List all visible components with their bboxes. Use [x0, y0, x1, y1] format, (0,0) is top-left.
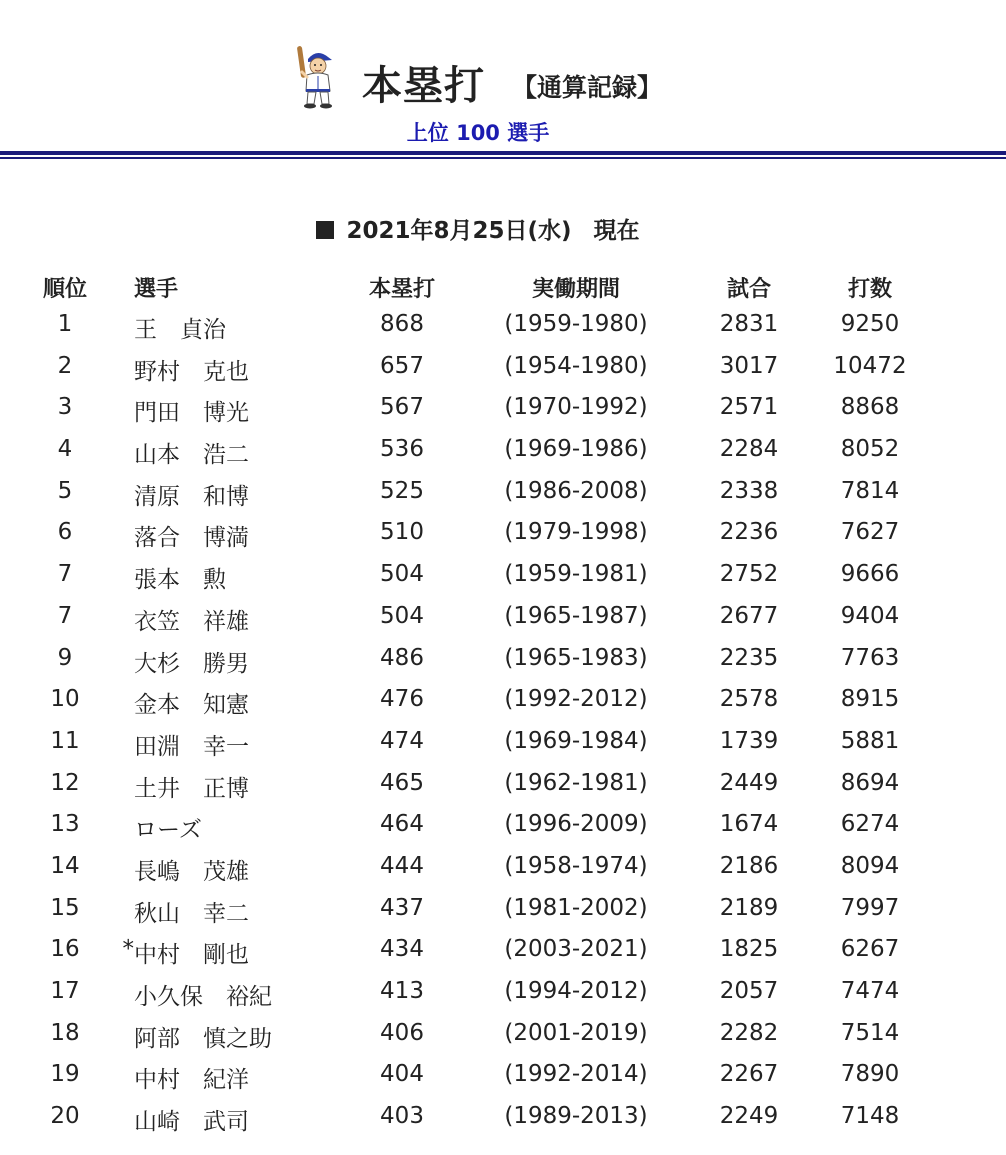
rank-cell: 3	[57, 394, 73, 421]
player-name-cell: 阿部 慎之助	[134, 1025, 272, 1052]
at-bats-cell: 5881	[840, 727, 900, 754]
active-period-cell: (1970-1992)	[504, 394, 648, 421]
active-period-cell: (1992-2012)	[504, 686, 648, 713]
table-row	[0, 603, 1006, 645]
active-period-cell: (2001-2019)	[504, 1019, 648, 1046]
at-bats-cell: 8052	[840, 436, 900, 463]
active-period-cell: (1986-2008)	[504, 477, 648, 504]
games-cell: 3017	[719, 352, 779, 379]
at-bats-cell: 7763	[840, 644, 900, 671]
active-period-cell: (1954-1980)	[504, 352, 648, 379]
active-period-cell: (1969-1984)	[504, 727, 648, 754]
player-name-cell: 大杉 勝男	[134, 650, 249, 677]
at-bats-cell: 6274	[840, 811, 900, 838]
games-cell: 2189	[719, 894, 779, 921]
home-runs-cell: 868	[380, 311, 424, 337]
player-name-cell: 山崎 武司	[134, 1109, 249, 1136]
rank-cell: 6	[57, 519, 73, 546]
games-cell: 2267	[719, 1061, 779, 1088]
active-period-cell: (1965-1987)	[504, 602, 648, 629]
rank-cell: 15	[50, 894, 80, 921]
table-row	[0, 936, 1006, 978]
active-period-cell: (2003-2021)	[504, 936, 648, 963]
at-bats-cell: 9250	[840, 311, 900, 337]
as-of-date	[0, 212, 956, 245]
games-cell: 1739	[719, 727, 779, 754]
home-runs-cell: 413	[380, 978, 424, 1004]
player-name-cell: 野村 克也	[134, 358, 249, 385]
active-period-cell: (1994-2012)	[504, 978, 648, 1004]
header-divider-thin	[0, 157, 1006, 159]
table-row	[0, 311, 1006, 353]
home-runs-cell: 536	[380, 436, 424, 463]
at-bats-cell: 7148	[840, 1103, 900, 1130]
active-period-cell: (1969-1986)	[504, 436, 648, 463]
home-runs-cell: 525	[380, 477, 424, 504]
active-period-cell: (1959-1981)	[504, 561, 648, 588]
table-row	[0, 478, 1006, 520]
games-cell: 2057	[719, 978, 779, 1004]
games-cell: 1674	[719, 811, 779, 838]
home-runs-cell: 404	[380, 1061, 424, 1088]
home-runs-cell: 465	[380, 769, 424, 796]
active-player-mark: *	[122, 936, 134, 963]
table-row	[0, 978, 1006, 1020]
player-name-cell: ローズ	[134, 817, 202, 844]
home-runs-cell: 510	[380, 519, 424, 546]
rank-cell: 5	[57, 477, 73, 504]
at-bats-cell: 8094	[840, 852, 900, 879]
games-cell: 2449	[719, 769, 779, 796]
rank-cell: 18	[50, 1019, 80, 1046]
at-bats-cell: 7514	[840, 1019, 900, 1046]
player-name-cell: 金本 知憲	[134, 692, 249, 719]
player-name-cell: 田淵 幸一	[134, 733, 249, 760]
table-row	[0, 811, 1006, 853]
active-period-cell: (1996-2009)	[504, 811, 648, 838]
table-row	[0, 770, 1006, 812]
table-row	[0, 645, 1006, 687]
rank-cell: 16	[50, 936, 80, 963]
table-row	[0, 394, 1006, 436]
rank-cell: 14	[50, 852, 80, 879]
rank-cell: 20	[50, 1103, 80, 1130]
player-name-cell: 王 貞治	[134, 317, 226, 343]
home-runs-cell: 444	[380, 852, 424, 879]
page-header	[0, 0, 1006, 170]
as-of-date-text: 2021年8月25日(水)	[346, 218, 572, 244]
at-bats-cell: 9666	[840, 561, 900, 588]
at-bats-cell: 7814	[840, 477, 900, 504]
rank-cell: 10	[50, 686, 80, 713]
table-row	[0, 1103, 1006, 1145]
table-row	[0, 728, 1006, 770]
home-runs-cell: 403	[380, 1103, 424, 1130]
baseball-batter-icon	[294, 44, 340, 110]
rank-cell: 2	[57, 352, 73, 379]
square-bullet-icon	[316, 221, 334, 239]
player-name-cell: 清原 和博	[134, 483, 249, 510]
rank-cell: 4	[57, 436, 73, 463]
games-cell: 2338	[719, 477, 779, 504]
home-runs-cell: 474	[380, 727, 424, 754]
active-period-cell: (1958-1974)	[504, 852, 648, 879]
table-row	[0, 436, 1006, 478]
home-runs-cell: 657	[380, 352, 424, 379]
rank-cell: 7	[57, 561, 73, 588]
rank-cell: 7	[57, 602, 73, 629]
rank-cell: 11	[50, 727, 80, 754]
player-name-cell: 秋山 幸二	[134, 900, 249, 927]
table-header	[0, 272, 1006, 302]
player-name-cell: 山本 浩二	[134, 442, 249, 469]
rank-cell: 19	[50, 1061, 80, 1088]
rank-cell: 9	[57, 644, 73, 671]
at-bats-cell: 10472	[833, 352, 907, 379]
at-bats-cell: 8868	[840, 394, 900, 421]
rank-cell: 12	[50, 769, 80, 796]
active-period-cell: (1962-1981)	[504, 769, 648, 796]
player-name-cell: 衣笠 祥雄	[134, 608, 249, 635]
record-type-label: 【通算記録】	[512, 73, 663, 102]
at-bats-cell: 7997	[840, 894, 900, 921]
table-row	[0, 353, 1006, 395]
active-period-cell: (1965-1983)	[504, 644, 648, 671]
table-row	[0, 853, 1006, 895]
home-runs-cell: 567	[380, 394, 424, 421]
active-period-cell: (1992-2014)	[504, 1061, 648, 1088]
games-cell: 2578	[719, 686, 779, 713]
home-runs-cell: 434	[380, 936, 424, 963]
player-name-cell: 張本 勲	[134, 567, 226, 594]
rank-cell: 17	[50, 978, 80, 1004]
rank-range-label: 上位 100 選手	[406, 121, 550, 145]
home-runs-cell: 406	[380, 1019, 424, 1046]
games-cell: 2571	[719, 394, 779, 421]
table-row	[0, 519, 1006, 561]
active-period-cell: (1959-1980)	[504, 311, 648, 337]
home-runs-cell: 437	[380, 894, 424, 921]
active-period-cell: (1981-2002)	[504, 894, 648, 921]
column-header-active-period: 実働期間	[531, 277, 620, 302]
games-cell: 2677	[719, 602, 779, 629]
table-row	[0, 686, 1006, 728]
player-name-cell: 小久保 裕紀	[134, 984, 272, 1010]
games-cell: 2831	[719, 311, 779, 337]
at-bats-cell: 6267	[840, 936, 900, 963]
at-bats-cell: 9404	[840, 602, 900, 629]
player-name-cell: 土井 正博	[134, 775, 249, 802]
table-row	[0, 561, 1006, 603]
column-header-player: 選手	[134, 277, 179, 302]
player-name-cell: 中村 紀洋	[134, 1067, 249, 1094]
column-header-rank: 順位	[42, 277, 87, 302]
home-runs-cell: 504	[380, 561, 424, 588]
games-cell: 2284	[719, 436, 779, 463]
active-period-cell: (1989-2013)	[504, 1103, 648, 1130]
rank-cell: 1	[57, 311, 73, 337]
column-header-at-bats: 打数	[847, 277, 892, 302]
games-cell: 2249	[719, 1103, 779, 1130]
column-header-home-runs: 本塁打	[368, 277, 435, 302]
home-runs-cell: 486	[380, 644, 424, 671]
at-bats-cell: 7474	[840, 978, 900, 1004]
at-bats-cell: 8694	[840, 769, 900, 796]
player-name-cell: 中村 剛也	[134, 942, 249, 969]
games-cell: 2282	[719, 1019, 779, 1046]
home-runs-cell: 464	[380, 811, 424, 838]
at-bats-cell: 7890	[840, 1061, 900, 1088]
page-title: 本塁打	[362, 63, 485, 109]
home-runs-cell: 504	[380, 602, 424, 629]
as-of-status: 現在	[593, 218, 640, 244]
header-divider	[0, 151, 1006, 155]
games-cell: 2235	[719, 644, 779, 671]
player-name-cell: 落合 博満	[134, 525, 249, 552]
table-row	[0, 1061, 1006, 1103]
table-row	[0, 895, 1006, 937]
at-bats-cell: 7627	[840, 519, 900, 546]
rank-cell: 13	[50, 811, 80, 838]
at-bats-cell: 8915	[840, 686, 900, 713]
ranking-table	[0, 311, 1006, 1145]
games-cell: 2236	[719, 519, 779, 546]
table-row	[0, 1020, 1006, 1062]
column-header-games: 試合	[726, 277, 771, 302]
active-period-cell: (1979-1998)	[504, 519, 648, 546]
games-cell: 2752	[719, 561, 779, 588]
player-name-cell: 門田 博光	[134, 400, 249, 427]
home-runs-cell: 476	[380, 686, 424, 713]
player-name-cell: 長嶋 茂雄	[134, 858, 249, 885]
games-cell: 2186	[719, 852, 779, 879]
games-cell: 1825	[719, 936, 779, 963]
